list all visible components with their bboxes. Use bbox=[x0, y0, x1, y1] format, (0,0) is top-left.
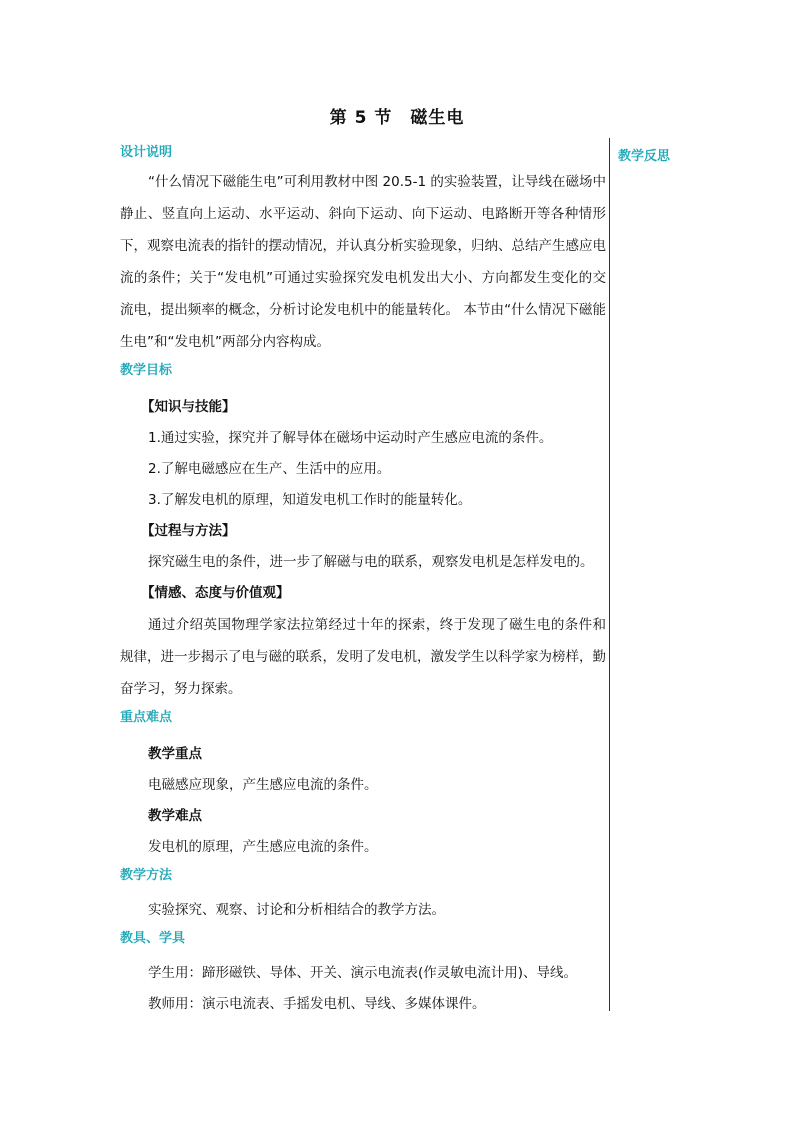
goals-heading: 教学目标 bbox=[120, 363, 173, 378]
title-section-number: 第 5 节 bbox=[329, 108, 393, 128]
knowledge-item-2: 2.了解电磁感应在生产、生活中的应用。 bbox=[148, 461, 391, 477]
design-heading: 设计说明 bbox=[120, 145, 173, 160]
emotion-text: 通过介绍英国物理学家法拉第经过十年的探索，终于发现了磁生电的条件和规律，进一步揭示了电与磁的联系，发明了发电机，激发学生以科学家为榜样，勤奋学习，努力探索。 bbox=[120, 617, 606, 697]
knowledge-item-1: 1.通过实验，探究并了解导体在磁场中运动时产生感应电流的条件。 bbox=[148, 430, 553, 446]
tools-student: 学生用：蹄形磁铁、导体、开关、演示电流表(作灵敏电流计用)、导线。 bbox=[148, 965, 578, 981]
method-text: 实验探究、观察、讨论和分析相结合的教学方法。 bbox=[148, 902, 445, 918]
difficulty-label: 教学难点 bbox=[148, 808, 202, 824]
focus-text: 电磁感应现象，产生感应电流的条件。 bbox=[148, 777, 378, 793]
knowledge-item-3: 3.了解发电机的原理，知道发电机工作时的能量转化。 bbox=[148, 492, 472, 508]
knowledge-label: 【知识与技能】 bbox=[141, 399, 236, 415]
page-title bbox=[0, 103, 794, 128]
difficulty-text: 发电机的原理，产生感应电流的条件。 bbox=[148, 839, 378, 855]
design-text: “什么情况下磁能生电”可利用教材中图 20.5-1 的实验装置，让导线在磁场中静止、竖直向上运动、水平运动、斜向下运动、向下运动、电路断开等各种情形下，观察电流表的指针的摆动情况，并认真分析实验现象，归纳、总结产生感应电流的条件；关于“发电机”可通过实验探究发电机发出大小、方向都发生变化的交流电，提出频率的概念，分析讨论发电机中的能量转化。 本节由“什么情况下磁能生电”和“发电机”两部分内容构成。 bbox=[120, 174, 606, 350]
process-text: 探究磁生电的条件，进一步了解磁与电的联系，观察发电机是怎样发电的。 bbox=[148, 554, 594, 570]
tools-teacher: 教师用：演示电流表、手摇发电机、导线、多媒体课件。 bbox=[148, 996, 486, 1012]
tools-heading: 教具、学具 bbox=[120, 931, 186, 946]
reflection-heading: 教学反思 bbox=[618, 149, 671, 164]
key-heading: 重点难点 bbox=[120, 710, 173, 725]
title-topic: 磁生电 bbox=[410, 108, 465, 128]
column-divider bbox=[609, 138, 610, 1011]
focus-label: 教学重点 bbox=[148, 746, 202, 762]
method-heading: 教学方法 bbox=[120, 868, 173, 883]
process-label: 【过程与方法】 bbox=[141, 523, 236, 539]
main-column bbox=[120, 140, 606, 1020]
emotion-label: 【情感、态度与价值观】 bbox=[141, 585, 290, 601]
